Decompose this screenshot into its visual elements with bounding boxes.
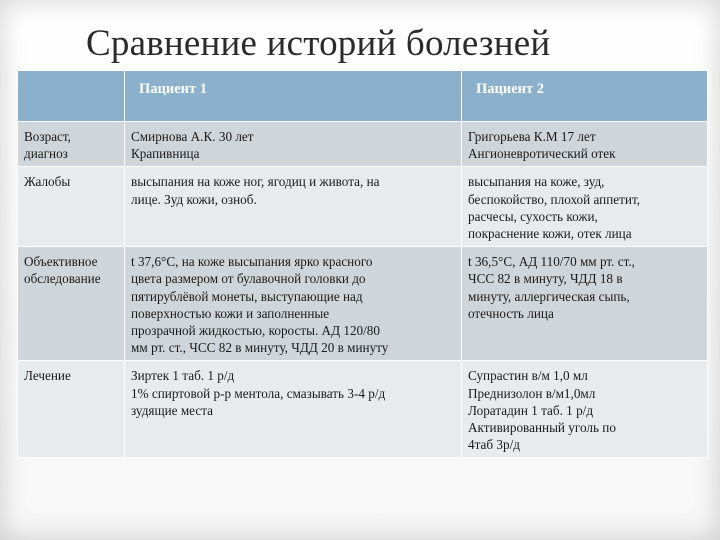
table-row (18, 167, 708, 247)
cell-patient-1-examination: t 37,6°C, на коже высыпания ярко красного цвета размером от булавочной головки до пятирублёвой монеты, выступающие над поверхностью кожи и заполненные прозрачной жидкостью, коросты. АД 120/80 мм рт. ст., ЧСС 82 в минуту, ЧДД 20 в минуту (125, 247, 462, 361)
cell-patient-2-examination: t 36,5°C, АД 110/70 мм рт. ст., ЧСС 82 в минуту, ЧДД 18 в минуту, аллергическая сыпь, отечность лица (462, 247, 708, 361)
header-corner-cell (18, 71, 125, 122)
slide-title: Сравнение историй болезней (86, 23, 551, 64)
table-row (18, 247, 708, 361)
cell-patient-1-complaints: высыпания на коже ног, ягодиц и живота, на лице. Зуд кожи, озноб. (125, 167, 462, 247)
comparison-table (17, 70, 708, 458)
row-label-treatment: Лечение (18, 361, 125, 458)
cell-patient-2-treatment: Супрастин в/м 1,0 мл Преднизолон в/м1,0мл Лоратадин 1 таб. 1 р/д Активированный уголь по 4таб 3р/д (462, 361, 708, 458)
cell-patient-1-age-diagnosis: Смирнова А.К. 30 лет Крапивница (125, 122, 462, 167)
table-row (18, 361, 708, 458)
header-patient-1: Пациент 1 (125, 71, 462, 122)
header-patient-2: Пациент 2 (462, 71, 708, 122)
row-label-age-diagnosis: Возраст, диагноз (18, 122, 125, 167)
cell-patient-1-treatment: Зиртек 1 таб. 1 р/д 1% спиртовой р-р ментола, смазывать 3-4 р/д зудящие места (125, 361, 462, 458)
table-row (18, 122, 708, 167)
cell-patient-2-age-diagnosis: Григорьева К.М 17 лет Ангионевротический отек (462, 122, 708, 167)
row-label-examination: Объективное обследование (18, 247, 125, 361)
row-label-complaints: Жалобы (18, 167, 125, 247)
table-header-row (18, 71, 708, 122)
cell-patient-2-complaints: высыпания на коже, зуд, беспокойство, плохой аппетит, расчесы, сухость кожи, покраснение кожи, отек лица (462, 167, 708, 247)
